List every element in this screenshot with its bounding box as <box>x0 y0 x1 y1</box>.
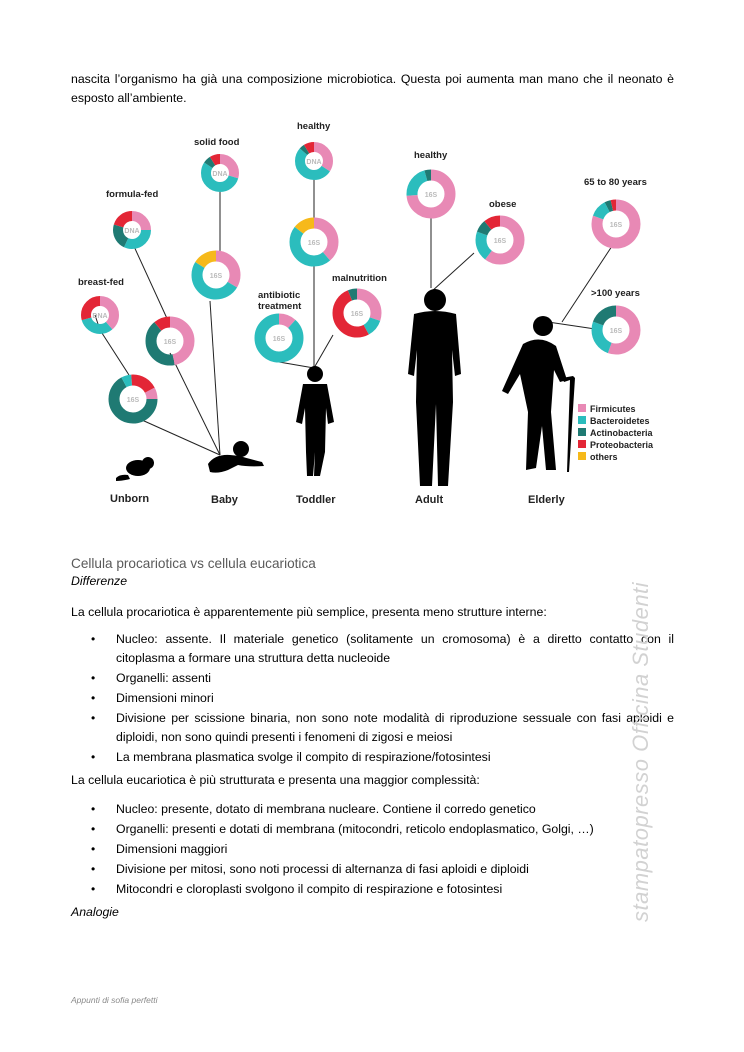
label-breast-fed: breast-fed <box>78 277 124 288</box>
silhouettes <box>116 289 575 486</box>
prokaryote-list <box>71 630 674 768</box>
label-obese: obese <box>489 199 517 210</box>
ring-baby-16s-c <box>197 256 235 294</box>
label-solid-food: solid food <box>194 137 240 148</box>
toddler-silhouette <box>296 366 334 476</box>
list-item: • Dimensioni minori <box>71 689 674 708</box>
s16-label: 16S <box>209 273 223 280</box>
s16-label: 16S <box>126 397 140 404</box>
ring-healthy-toddler-small <box>300 147 328 175</box>
list-item: • Mitocondri e cloroplasti svolgono il compito di respirazione e fotosintesi <box>71 880 674 899</box>
legend-firmicutes: Firmicutes <box>590 404 636 414</box>
microbiota-figure <box>70 112 670 512</box>
s16-label: 16S <box>163 339 177 346</box>
baby-silhouette <box>208 441 264 473</box>
dna-label: DNA <box>212 171 228 178</box>
s16-label: 16S <box>350 311 364 318</box>
list-item: • Nucleo: assente. Il materiale genetico (solitamente un cromosoma) è a diretto contatto con il citoplasma a formare una struttura detta nucleoide <box>71 630 674 668</box>
ring-baby-16s-a <box>114 380 152 418</box>
subheading-differences: Differenze <box>71 574 128 588</box>
legend-bacteroidetes: Bacteroidetes <box>590 416 650 426</box>
ring-toddler-healthy-16s <box>295 223 333 261</box>
label-malnutrition: malnutrition <box>332 273 387 284</box>
list-item: • Nucleo: presente, dotato di membrana nucleare. Contiene il corredo genetico <box>71 800 674 819</box>
unborn-silhouette <box>116 457 154 481</box>
label-healthy-toddler: healthy <box>297 121 331 132</box>
stage-unborn: Unborn <box>110 493 150 505</box>
label-antibiotic: antibiotic <box>258 290 301 301</box>
stage-elderly: Elderly <box>528 494 565 506</box>
intro-paragraph: nascita l’organismo ha già una composizione microbiotica. Questa poi aumenta man mano che il neonato è esposto all’ambiente. <box>71 72 674 105</box>
s16-label: 16S <box>424 192 438 199</box>
list-item: • Divisione per scissione binaria, non sono note modalità di riproduzione sessuale con fasi aploidi e diploidi, non sono quindi presenti i fenomeni di zigosi e meiosi <box>71 709 674 747</box>
list-item: • La membrana plasmatica svolge il compito di respirazione/fotosintesi <box>71 748 674 767</box>
ring-solid-food <box>206 159 234 187</box>
section-title: Cellula procariotica vs cellula eucariotica <box>71 556 316 571</box>
list-item: • Dimensioni maggiori <box>71 840 674 859</box>
ring-antibiotic-16s <box>260 319 298 357</box>
eukaryote-list <box>71 800 674 900</box>
footer: Appunti di sofia perfetti <box>71 995 158 1005</box>
dna-label: DNA <box>306 159 322 166</box>
stage-adult: Adult <box>415 494 444 506</box>
label-formula-fed: formula-fed <box>106 189 159 200</box>
list-item: • Organelli: presenti e dotati di membrana (mitocondri, reticolo endoplasmatico, Golgi, …) <box>71 820 674 839</box>
s16-label: 16S <box>609 222 623 229</box>
ring-elderly-65-80-16s <box>597 205 635 243</box>
list-item: • Organelli: assenti <box>71 669 674 688</box>
ring-adult-healthy-16s <box>412 175 450 213</box>
s16-label: 16S <box>307 240 321 247</box>
s16-label: 16S <box>493 238 507 245</box>
legend-others: others <box>590 452 618 462</box>
legend-proteobacteria: Proteobacteria <box>590 440 654 450</box>
ring-elderly-100-16s <box>597 311 635 349</box>
s16-label: 16S <box>609 328 623 335</box>
legend <box>578 404 654 462</box>
legend-actinobacteria: Actinobacteria <box>590 428 653 438</box>
label-65-80: 65 to 80 years <box>584 177 647 188</box>
label-treatment: treatment <box>258 301 302 312</box>
label-100-years: >100 years <box>591 288 640 299</box>
ring-baby-16s-b <box>151 322 189 360</box>
s16-label: 16S <box>272 336 286 343</box>
label-healthy-adult: healthy <box>414 150 448 161</box>
eukaryote-intro: La cellula eucariotica è più strutturata e presenta una maggior complessità: <box>71 773 480 787</box>
prokaryote-intro: La cellula procariotica è apparentemente più semplice, presenta meno strutture interne: <box>71 605 547 619</box>
dna-label: DNA <box>124 228 140 235</box>
adult-silhouette <box>408 289 461 486</box>
list-item: • Divisione per mitosi, sono noti processi di alternanza di fasi aploidi e diploidi <box>71 860 674 879</box>
watermark: stampatopresso Officina Studenti <box>628 581 653 922</box>
ring-malnutrition-16s <box>338 294 376 332</box>
ring-adult-obese-16s <box>481 221 519 259</box>
dna-label: DNA <box>92 313 108 320</box>
stage-baby: Baby <box>211 494 238 506</box>
elderly-silhouette <box>502 316 575 472</box>
ring-breast-fed <box>86 301 114 329</box>
stage-toddler: Toddler <box>296 494 336 506</box>
ring-formula-fed <box>118 216 146 244</box>
subheading-analogies: Analogie <box>71 905 119 919</box>
